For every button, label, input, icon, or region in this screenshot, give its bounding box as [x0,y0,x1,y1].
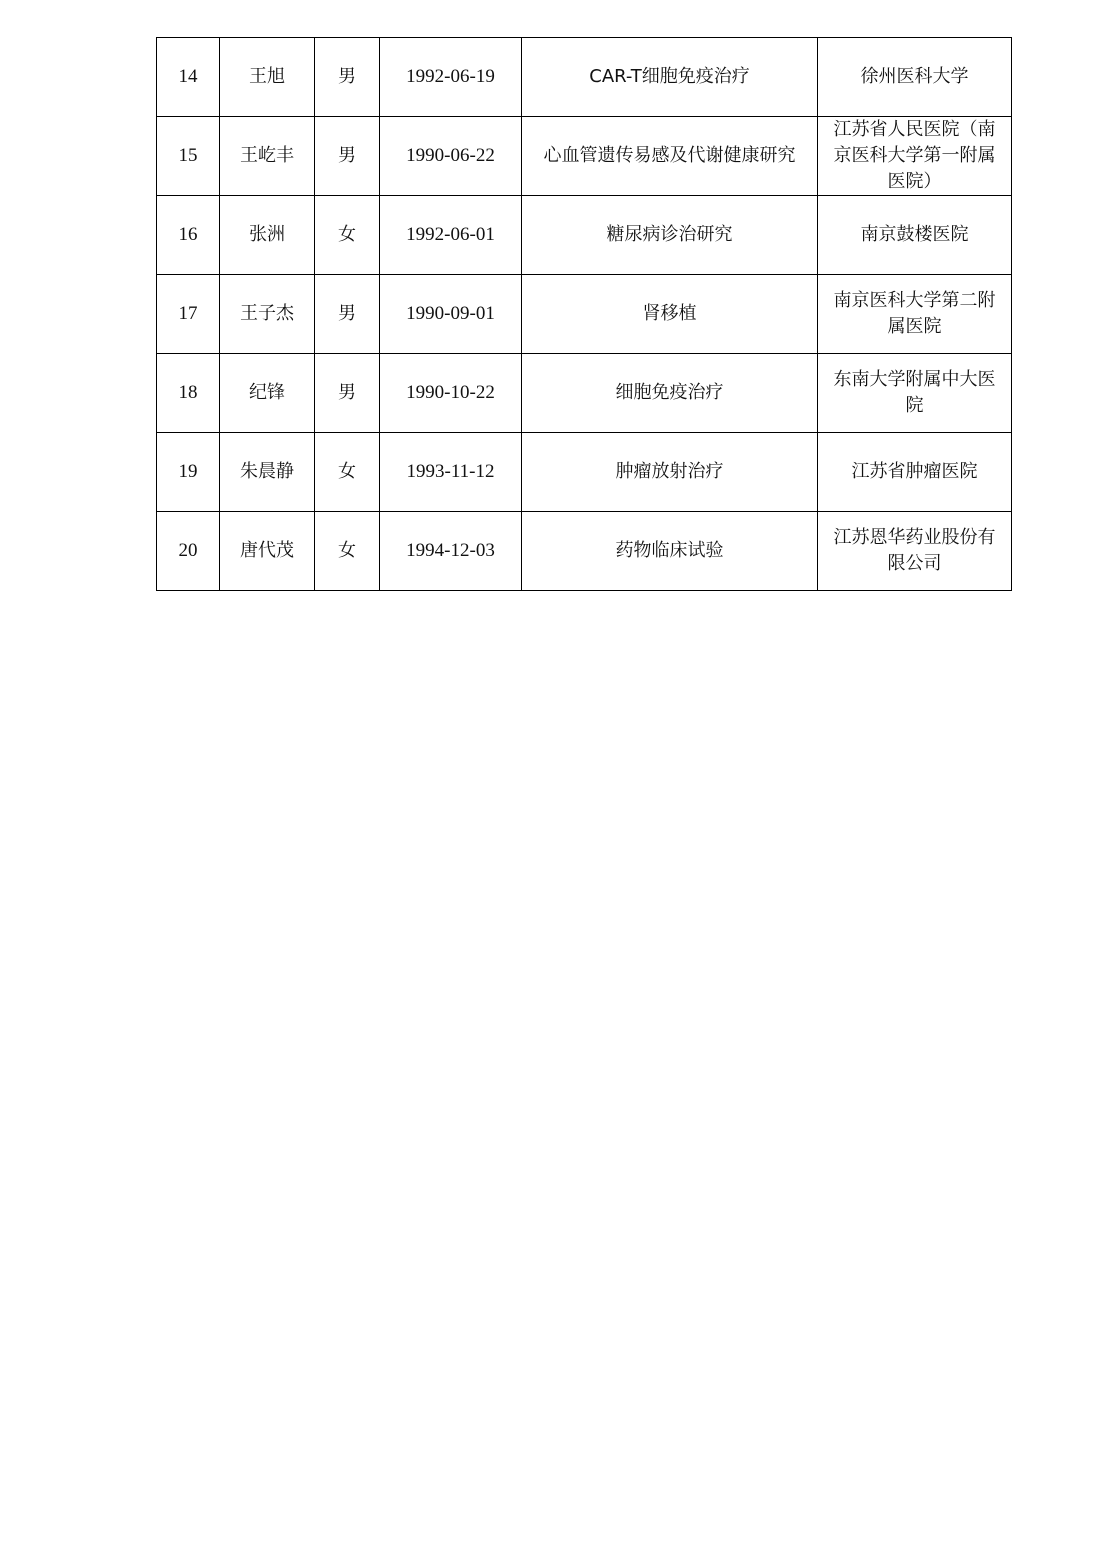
row-number: 17 [157,275,220,354]
birth-date: 1990-10-22 [380,354,522,433]
institution: 徐州医科大学 [818,38,1012,117]
row-number: 19 [157,433,220,512]
institution: 江苏省肿瘤医院 [818,433,1012,512]
birth-date: 1993-11-12 [380,433,522,512]
table-row [157,354,1012,433]
birth-date: 1992-06-19 [380,38,522,117]
gender: 女 [315,433,380,512]
row-number: 14 [157,38,220,117]
institution: 南京医科大学第二附属医院 [818,275,1012,354]
institution: 南京鼓楼医院 [818,196,1012,275]
row-number: 20 [157,512,220,591]
research-field: 肾移植 [522,275,818,354]
person-name: 张洲 [220,196,315,275]
birth-date: 1994-12-03 [380,512,522,591]
person-name: 纪锋 [220,354,315,433]
table-row [157,196,1012,275]
research-field: CAR-T细胞免疫治疗 [522,38,818,117]
table-row [157,512,1012,591]
institution: 东南大学附属中大医院 [818,354,1012,433]
table-row [157,433,1012,512]
gender: 男 [315,275,380,354]
gender: 男 [315,38,380,117]
person-name: 王屹丰 [220,117,315,196]
gender: 男 [315,117,380,196]
table-row [157,117,1012,196]
research-field: 肿瘤放射治疗 [522,433,818,512]
research-field: 心血管遗传易感及代谢健康研究 [522,117,818,196]
gender: 女 [315,512,380,591]
row-number: 15 [157,117,220,196]
birth-date: 1992-06-01 [380,196,522,275]
birth-date: 1990-06-22 [380,117,522,196]
research-field: 细胞免疫治疗 [522,354,818,433]
roster-table [156,37,1012,591]
table-row [157,275,1012,354]
row-number: 16 [157,196,220,275]
birth-date: 1990-09-01 [380,275,522,354]
research-field: 糖尿病诊治研究 [522,196,818,275]
row-number: 18 [157,354,220,433]
research-field: 药物临床试验 [522,512,818,591]
person-name: 王旭 [220,38,315,117]
institution: 江苏省人民医院（南京医科大学第一附属医院） [818,117,1012,196]
person-name: 王子杰 [220,275,315,354]
institution: 江苏恩华药业股份有限公司 [818,512,1012,591]
gender: 女 [315,196,380,275]
gender: 男 [315,354,380,433]
person-name: 唐代茂 [220,512,315,591]
table-row [157,38,1012,117]
person-name: 朱晨静 [220,433,315,512]
